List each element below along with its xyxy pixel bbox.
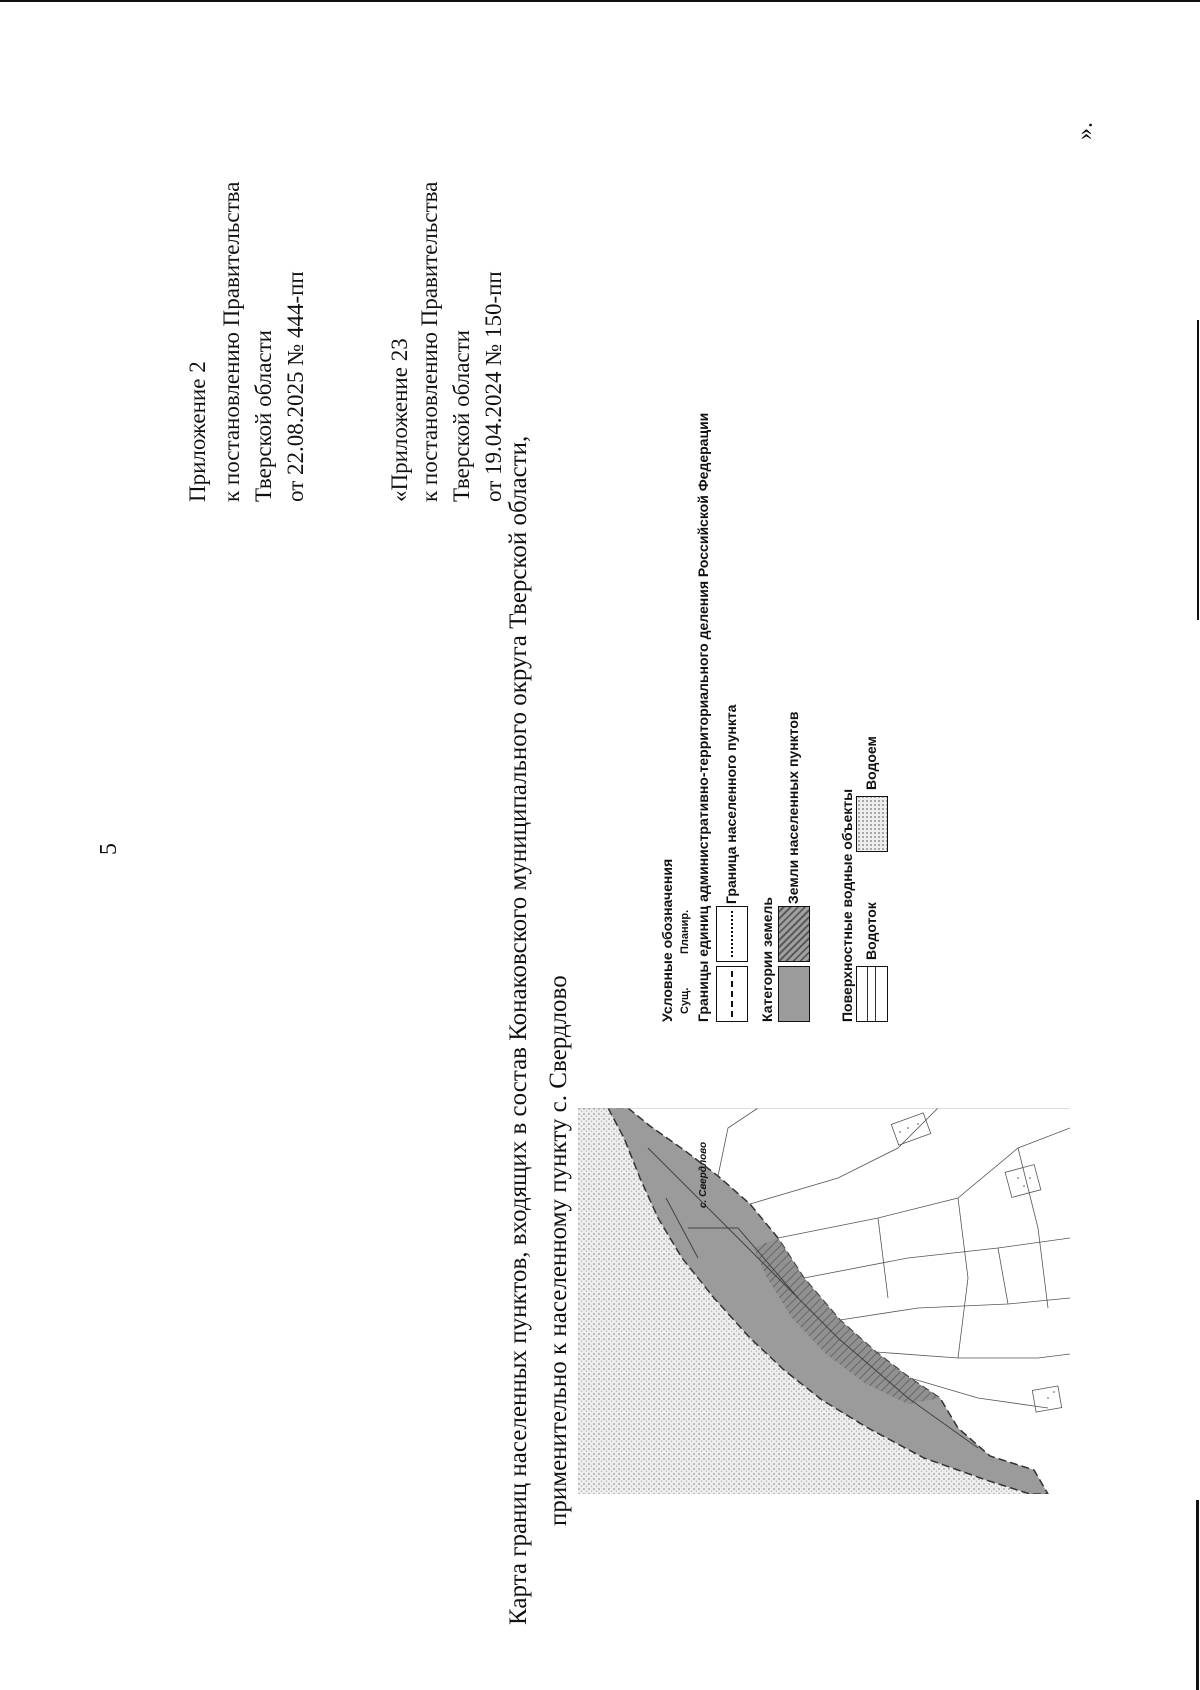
legend-symbol-settlement-lands-planned xyxy=(778,906,810,962)
map-title-line-2: применительно к населенному пункту с. Свердлово xyxy=(545,975,572,1526)
legend-admin-boundaries: Границы единиц административно-территориального деления Российской Федерации xyxy=(695,412,711,1022)
legend-watercourse: Водоток xyxy=(863,902,879,960)
legend-symbol-settlement-lands-existing xyxy=(778,966,810,1022)
appendix-prev-line-3: Тверской области xyxy=(449,330,474,502)
legend-symbol-boundary-existing xyxy=(716,966,748,1022)
legend-land-categories: Категории земель xyxy=(759,896,775,1022)
legend-symbol-boundary-planned xyxy=(716,906,748,962)
appendix-current-block xyxy=(186,102,336,502)
scan-edge-right xyxy=(1197,320,1199,620)
legend-existing-label: Сущ. xyxy=(679,987,691,1014)
map-title-line-1: Карта границ населенных пунктов, входящих в состав Конаковского муниципального округа Тверской области, xyxy=(505,435,532,1625)
legend-settlement-boundary: Граница населенного пункта xyxy=(723,704,739,904)
scan-edge-top xyxy=(0,0,1200,2)
appendix-line-2: к постановлению Правительства xyxy=(219,181,244,502)
settlement-map xyxy=(578,1108,1070,1494)
appendix-line-1: Приложение 2 xyxy=(185,361,210,502)
appendix-prev-line-4: от 19.04.2024 № 150-пп xyxy=(481,271,506,502)
legend-dotted-line xyxy=(731,911,733,957)
appendix-line-3: Тверской области xyxy=(251,330,276,502)
scan-edge-right-lower xyxy=(1196,1500,1199,1690)
map-title xyxy=(506,165,586,1625)
settlement-place-label: с. Свердлово xyxy=(698,1141,709,1208)
legend-water-body: Водоем xyxy=(863,736,879,790)
closing-quote-mark: ». xyxy=(1072,122,1098,140)
legend xyxy=(659,412,940,1022)
legend-heading: Условные обозначения xyxy=(659,858,675,1022)
legend-water-objects: Поверхностные водные объекты xyxy=(839,788,855,1022)
page-number: 5 xyxy=(96,843,122,855)
legend-planned-label: Планир. xyxy=(679,909,691,954)
legend-dashdot-line xyxy=(731,971,733,1017)
appendix-prev-line-1: «Приложение 23 xyxy=(387,338,412,502)
legend-settlement-lands: Земли населенных пунктов xyxy=(785,711,801,904)
appendix-prev-line-2: к постановлению Правительства xyxy=(417,181,442,502)
appendix-line-4: от 22.08.2025 № 444-пп xyxy=(283,271,308,502)
legend-symbol-watercourse xyxy=(856,966,888,1022)
legend-symbol-water-body xyxy=(856,796,888,852)
